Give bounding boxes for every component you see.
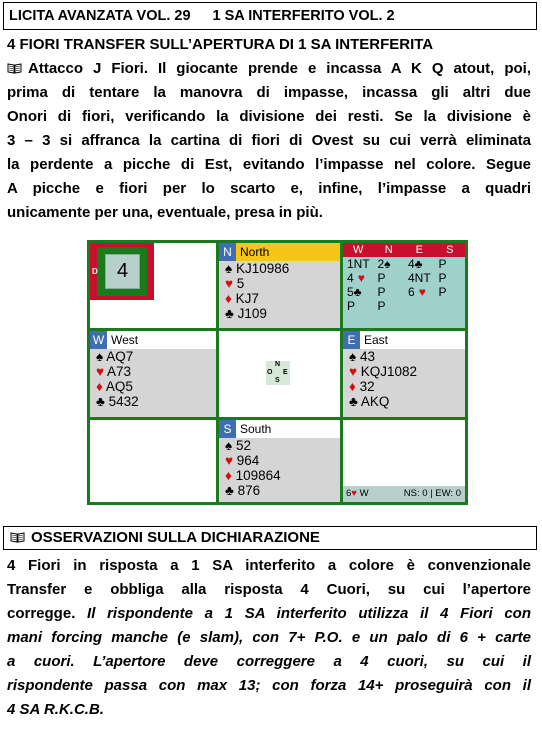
lead-line: unicamente per una, eventuale, presa in più. [7,204,323,221]
observations-paragraph [7,554,531,722]
series-title: LICITA AVANZATA VOL. 29 [9,8,191,24]
diamond-icon: ♦ [349,379,360,394]
bridge-diagram [87,240,468,505]
south-name: South [240,422,272,436]
score-line: NS: 0 | EW: 0 [403,488,461,499]
compass-cell [216,328,343,420]
obs-line: mani forcing manche (e slam), con 7+ P.O. e un palo di 6 + carte [7,629,531,646]
north-clubs: ♣ J109 [225,306,267,321]
obs-line: a cuori. L’apertore deve correggere a 4 cuori, su cui il [7,653,531,670]
auction-row: P P [347,299,386,313]
club-icon: ♣ [349,394,361,409]
south-clubs: ♣ 876 [225,483,261,498]
north-name: North [240,245,270,259]
west-spades: ♠ AQ7 [96,349,134,364]
east-tag: E [343,331,360,349]
auction-row: 5♣ P 6 ♥ P [347,285,447,299]
south-hearts: ♥ 964 [225,453,260,468]
obs-line: 4 SA R.K.C.B. [7,701,104,718]
spade-icon: ♠ [96,349,107,364]
club-icon: ♣ [225,306,238,321]
lead-line: A picche e fiori per lo scarto e, infine, l’impasse a quadri [7,180,531,197]
vulnerability-indicator [90,243,154,300]
east-diamonds: ♦ 32 [349,379,375,394]
lead-line: la perdente a picche di Est, evitando l’impasse nel colore. Segue [7,156,531,173]
auction-table: W N E S 1NT 2♠ 4♣ P 4 ♥ P 4NT P 5♣ P 6 ♥ P P P [340,240,468,331]
obs-line: corregge. Il rispondente a 1 SA interferito utilizza il 4 Fiori con [7,605,531,622]
east-hearts: ♥ KQJ1082 [349,364,418,379]
south-diamonds: ♦ 109864 [225,468,281,483]
observations-title: OSSERVAZIONI SULLA DICHIARAZIONE [31,529,320,546]
south-spades: ♠ 52 [225,438,251,453]
spade-icon: ♠ [225,438,236,453]
board-number: 4 [105,254,140,289]
obs-line: rispondente passa con max 13; con forza 14+ proseguirà con il [7,677,531,694]
volume-title: 1 SA INTERFERITO VOL. 2 [212,8,395,24]
west-diamonds: ♦ AQ5 [96,379,133,394]
diamond-icon: ♦ [225,291,236,306]
south-hand [216,417,343,505]
diamond-icon: ♦ [225,468,236,483]
spade-icon: ♠ [349,349,360,364]
auction-row: 4 ♥ P 4NT P [347,271,447,285]
empty-cell [87,417,219,505]
west-hearts: ♥ A73 [96,364,132,379]
north-hearts: ♥ 5 [225,276,245,291]
west-clubs: ♣ 5432 [96,394,139,409]
observations-header [3,526,537,550]
lead-line: Attacco J Fiori. Il giocante prende e incassa A K Q atout, poi, [7,57,531,81]
page-header [3,2,537,30]
lead-paragraph [7,57,531,225]
heart-icon: ♥ [96,364,108,379]
obs-line: Transfer e obbliga alla risposta 4 Cuori, su cui l’apertore [7,581,531,598]
north-diamonds: ♦ KJ7 [225,291,259,306]
heart-icon: ♥ [225,276,237,291]
east-clubs: ♣ AKQ [349,394,390,409]
board-info-cell [87,240,219,331]
club-icon: ♣ [225,483,238,498]
east-hand [340,328,468,420]
north-tag: N [219,243,236,261]
book-icon [10,532,25,543]
lead-line: Onori di fiori, verificando la divisione dei resti. Se la divisione è [7,108,531,125]
section-subtitle: 4 FIORI TRANSFER SULL’APERTURA DI 1 SA INTERFERITA [7,36,434,53]
final-contract: 6♥ W [346,488,369,499]
east-spades: ♠ 43 [349,349,375,364]
auction-row: 1NT 2♠ 4♣ P [347,257,447,271]
lead-line: prima di tentare la manovra di impasse, incassa gli altri due [7,84,531,101]
west-hand [87,328,219,420]
north-hand [216,240,343,331]
lead-line: 3 – 3 si affranca la cartina di fiori di Ovest su cui verrà eliminata [7,132,531,149]
diamond-icon: ♦ [96,379,106,394]
compass-icon: N O E S [266,361,290,385]
west-name: West [111,333,139,347]
east-name: East [364,333,389,347]
heart-icon: ♥ [225,453,237,468]
west-tag: W [90,331,107,349]
obs-line: 4 Fiori in risposta a 1 SA interferito a colore è convenzionale [7,557,531,574]
club-icon: ♣ [96,394,109,409]
north-spades: ♠ KJ10986 [225,261,290,276]
result-cell [340,417,468,505]
south-tag: S [219,420,236,438]
dealer-marker: D [92,267,98,276]
heart-icon: ♥ [349,364,361,379]
spade-icon: ♠ [225,261,236,276]
book-icon [7,63,22,74]
